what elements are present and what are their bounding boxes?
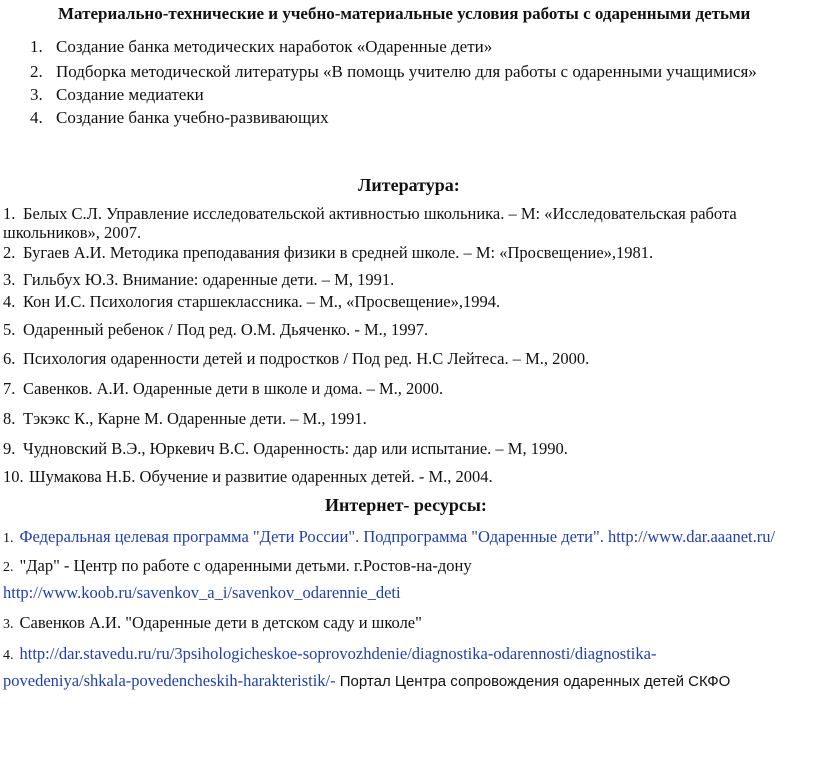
literature-title: Литература: <box>358 175 460 195</box>
item-number: 4. <box>3 648 14 663</box>
item-number: 10. <box>3 467 24 486</box>
item-number: 1. <box>3 531 14 546</box>
section-title: Материально-технические и учебно-материальные условия работы с одаренными детьми <box>58 4 751 23</box>
item-text: Создание медиатеки <box>56 85 204 104</box>
item-text: Психология одаренности детей и подростков / Под ред. Н.С Лейтеса. – М., 2000. <box>23 349 590 368</box>
item-text: Тэкэкс К., Карне М. Одаренные дети. – М., 1991. <box>23 409 367 428</box>
lit-item <box>3 204 737 224</box>
item-number: 6. <box>3 349 16 368</box>
resource-3 <box>3 613 422 633</box>
item-text: Создание банка учебно-развивающих <box>56 108 329 127</box>
item-number: 3. <box>3 270 16 289</box>
resource-4 <box>3 644 656 664</box>
lit-item-continued: школьников», 2007. <box>3 223 142 242</box>
resource-3-text: Савенков А.И. "Одаренные дети в детском саду и школе" <box>19 613 422 632</box>
lit-item <box>3 270 394 290</box>
item-text: Чудновский В.Э., Юркевич В.С. Одаренность: дар или испытание. – М, 1990. <box>23 439 568 458</box>
lit-item <box>3 467 493 487</box>
item-number: 1. <box>3 204 16 223</box>
item-text: Бугаев А.И. Методика преподавания физики в средней школе. – М: «Просвещение»,1981. <box>23 243 654 262</box>
lit-item <box>3 409 367 429</box>
resource-4-description: Портал Центра сопровождения одаренных детей СКФО <box>339 673 731 690</box>
resource-2-text: "Дар" - Центр по работе с одаренными детьми. г.Ростов-на-дону <box>19 556 472 575</box>
resource-2 <box>3 556 472 576</box>
item-number: 3. <box>3 617 14 632</box>
list-item <box>30 108 329 128</box>
item-number: 8. <box>3 409 16 428</box>
item-number: 9. <box>3 439 16 458</box>
item-text: Белых С.Л. Управление исследовательской активностью школьника. – М: «Исследовательская работа <box>23 204 737 223</box>
item-number: 2. <box>3 560 14 575</box>
list-item <box>30 62 757 82</box>
item-number: 2. <box>30 62 43 81</box>
resource-1-url[interactable]: http://www.dar.aaanet.ru/ <box>607 527 776 546</box>
resource-4-url[interactable]: http://dar.stavedu.ru/ru/3psihologicheskoe-soprovozhdenie/diagnostika-odarennosti/diagnostika- <box>19 644 657 663</box>
item-text: Подборка методической литературы «В помощь учителю для работы с одаренными учащимися» <box>56 62 757 81</box>
lit-item <box>3 292 500 312</box>
lit-item <box>3 379 443 399</box>
item-text: Савенков. А.И. Одаренные дети в школе и дома. – М., 2000. <box>23 379 444 398</box>
item-number: 1. <box>30 37 43 56</box>
item-number: 3. <box>30 85 43 104</box>
item-text: Кон И.С. Психология старшеклассника. – М., «Просвещение»,1994. <box>23 292 501 311</box>
resource-2-url[interactable]: http://www.koob.ru/savenkov_a_i/savenkov_odarennie_deti <box>3 583 401 602</box>
lit-item <box>3 349 589 369</box>
internet-title: Интернет- ресурсы: <box>325 495 487 515</box>
item-text: Создание банка методических наработок «Одаренные дети» <box>56 37 493 56</box>
resource-4-continued <box>3 671 730 691</box>
lit-item <box>3 439 568 459</box>
list-item <box>30 85 204 105</box>
list-item <box>30 37 492 57</box>
resource-1 <box>3 527 775 547</box>
resource-1-link[interactable]: Федеральная целевая программа "Дети России". Подпрограмма "Одаренные дети". <box>19 527 604 546</box>
item-number: 5. <box>3 320 16 339</box>
item-text: Одаренный ребенок / Под ред. О.М. Дьяченко. - М., 1997. <box>23 320 429 339</box>
lit-item <box>3 320 428 340</box>
lit-item <box>3 243 653 263</box>
item-text: Шумакова Н.Б. Обучение и развитие одаренных детей. - М., 2004. <box>29 467 493 486</box>
item-number: 4. <box>30 108 43 127</box>
item-number: 2. <box>3 243 16 262</box>
item-text: Гильбух Ю.З. Внимание: одаренные дети. – М, 1991. <box>23 270 395 289</box>
resource-4-url-continued[interactable]: povedeniya/shkala-povedencheskih-harakteristik/- <box>3 671 336 690</box>
item-number: 4. <box>3 292 16 311</box>
item-number: 7. <box>3 379 16 398</box>
